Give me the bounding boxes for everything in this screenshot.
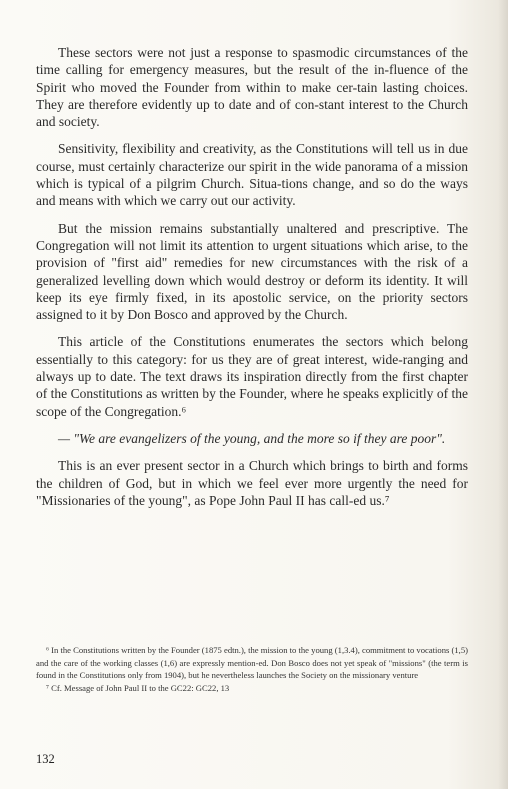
page-number: 132 <box>36 752 55 766</box>
footnote-6: ⁶ In the Constitutions written by the Founder (1875 edtn.), the mission to the young (1,3.4), commitment to vocations (1,5) and the care of the working classes (1,6) are expressly mention-ed. Don Bosco does not yet speak of "missions" (the term is found in the Constitutions only from 1904), but he nevertheless launches the Society on the missionary venture <box>36 645 468 681</box>
page-edge-shadow <box>498 0 508 789</box>
paragraph-6: This is an ever present sector in a Church which brings to birth and forms the children of God, but in which we feel ever more urgently the need for "Missionaries of the young", as Pope John Paul II has call-ed us.⁷ <box>36 458 468 508</box>
footnote-7: ⁷ Cf. Message of John Paul II to the GC22: GC22, 13 <box>46 682 230 693</box>
paragraph-2: Sensitivity, flexibility and creativity, as the Constitutions will tell us in due course, must certainly characterize our spirit in the wide panorama of a mission which is typical of a pilgrim Church. Situa-tions change, and so do the ways and means with which we carry out our activity. <box>36 141 468 209</box>
paragraph-3: But the mission remains substantially unaltered and prescriptive. The Congregation will not limit its attention to urgent situations which arise, to the provision of "first aid" remedies for new circumstances with the risk of a generalized levelling down which would destroy or deform its identity. It will keep its eye firmly fixed, in its apostolic service, on the priority sectors assigned to it by Don Bosco and approved by the Church. <box>36 220 468 323</box>
main-text <box>36 44 468 519</box>
paragraph-4: This article of the Constitutions enumerates the sectors which belong essentially to this category: for us they are of great interest, wide-ranging and always up to date. The text draws its inspiration directly from the first chapter of the Constitutions as written by the Founder, where he speaks explicitly of the scope of the Congregation.⁶ <box>36 334 468 419</box>
paragraph-1: These sectors were not just a response to spasmodic circumstances of the time calling for emergency measures, but the result of the in-fluence of the Spirit who moved the Founder from within to make cer-tain lasting choices. They are therefore evidently up to date and of con-stant interest to the Church and society. <box>36 45 468 130</box>
footnotes <box>36 644 468 694</box>
quoted-paragraph: — "We are evangelizers of the young, and the more so if they are poor". <box>58 430 446 446</box>
